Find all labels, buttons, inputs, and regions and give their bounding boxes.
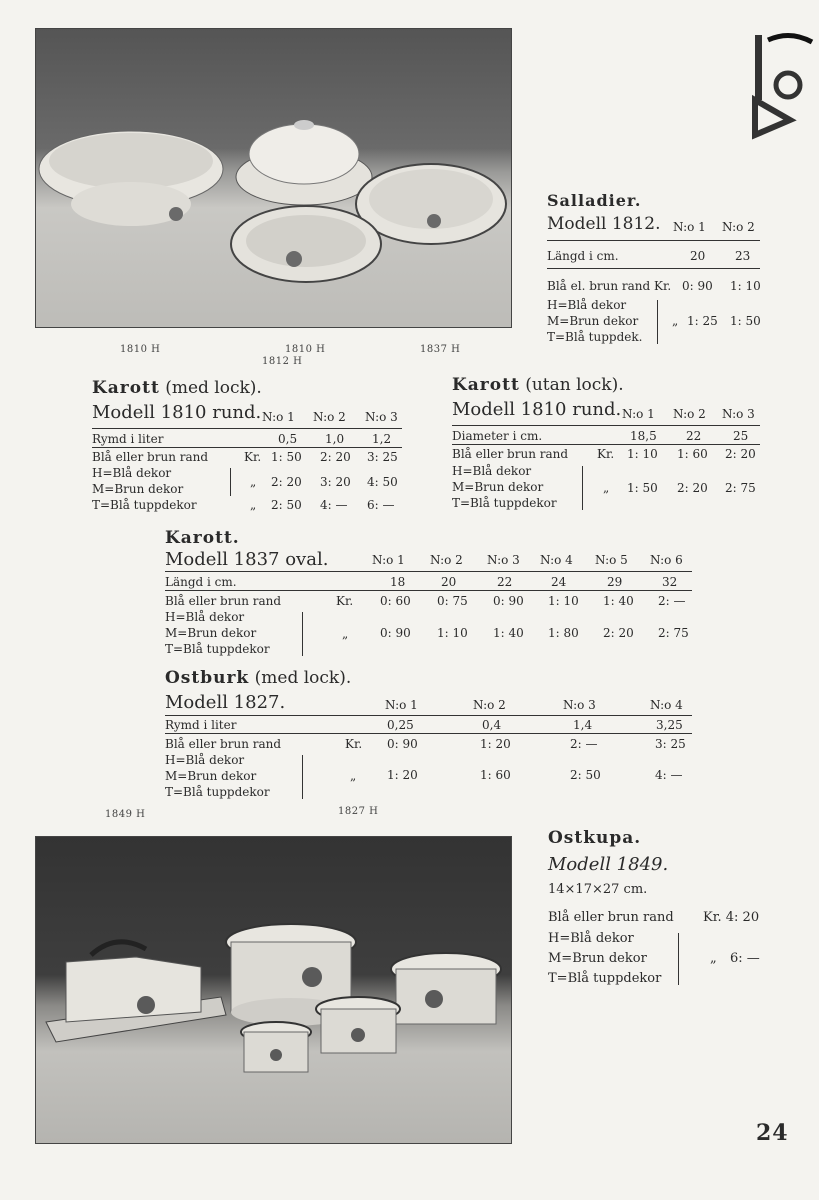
photo-salladier-karott — [35, 28, 512, 328]
salladier-plain-label: Blå el. brun rand Kr. — [547, 279, 672, 293]
karott-utan-title: Karott — [452, 375, 520, 395]
karott-lock-quote: „ — [250, 475, 257, 489]
salladier-col-1: N:o 1 — [673, 220, 706, 234]
karott-lock-rule-2 — [92, 447, 402, 448]
salladier-dekor-2: 1: 50 — [730, 314, 761, 328]
karott-utan-col-3: N:o 3 — [722, 407, 755, 421]
ostburk-dekor-2: 1: 60 — [480, 768, 511, 782]
salladier-dekor-m: M=Brun dekor — [547, 314, 639, 328]
karott-oval-plain-3: 0: 90 — [493, 594, 524, 608]
karott-oval-row-1: 18 — [390, 575, 406, 589]
karott-oval-plain-1: 0: 60 — [380, 594, 411, 608]
karott-utan-rule-2 — [452, 444, 760, 445]
karott-oval-rule-2 — [165, 590, 692, 591]
karott-lock-col-2: N:o 2 — [313, 410, 346, 424]
karott-oval-row-4: 24 — [551, 575, 567, 589]
karott-utan-plain-1: 1: 10 — [627, 447, 658, 461]
salladier-rule — [547, 240, 760, 241]
karott-oval-row-6: 32 — [662, 575, 678, 589]
ostburk-plain-3: 2: — — [570, 737, 598, 751]
karott-lock-rule — [92, 428, 402, 429]
ostburk-row-3: 1,4 — [573, 718, 593, 732]
karott-utan-dekor-m: M=Brun dekor — [452, 480, 544, 494]
karott-lock-dekor-3: 4: 50 — [367, 475, 398, 489]
ostburk-model: Modell 1827. — [165, 692, 286, 713]
karott-lock-plain-1: 1: 50 — [271, 450, 302, 464]
karott-lock-dekor-2: 3: 20 — [320, 475, 351, 489]
karott-lock-model: Modell 1810 rund. — [92, 402, 262, 423]
ostkupa-title: Ostkupa. — [548, 828, 642, 848]
caption-1849h: 1849 H — [105, 809, 146, 820]
ostkupa-dekor-t: T=Blå tuppdekor — [548, 971, 662, 986]
ostburk-dekor-h: H=Blå dekor — [165, 753, 245, 767]
ostburk-dekor-3: 2: 50 — [570, 768, 601, 782]
karott-oval-plain-2: 0: 75 — [437, 594, 468, 608]
ostburk-col-3: N:o 3 — [563, 698, 596, 712]
salladier-length-label: Längd i cm. — [547, 249, 619, 263]
ostkupa-dekor-val: 6: — — [730, 951, 760, 966]
karott-utan-heading — [452, 375, 624, 395]
karott-lock-kr: Kr. — [244, 450, 262, 464]
karott-oval-row-3: 22 — [497, 575, 513, 589]
karott-lock-col-3: N:o 3 — [365, 410, 398, 424]
salladier-rule-2 — [547, 268, 760, 269]
karott-oval-dekor-3: 1: 40 — [493, 626, 524, 640]
karott-oval-col-6: N:o 6 — [650, 553, 683, 567]
karott-lock-dekor-1: 2: 20 — [271, 475, 302, 489]
karott-utan-dekor-3: 2: 75 — [725, 481, 756, 495]
karott-oval-dekor-h: H=Blå dekor — [165, 610, 245, 624]
karott-oval-rule — [165, 571, 692, 572]
karott-oval-row-label: Längd i cm. — [165, 575, 237, 589]
karott-lock-row-label: Rymd i liter — [92, 432, 164, 446]
salladier-plain-2: 1: 10 — [730, 279, 761, 293]
ostkupa-brace — [678, 933, 679, 985]
ostkupa-plain-label: Blå eller brun rand — [548, 910, 674, 925]
karott-oval-col-5: N:o 5 — [595, 553, 628, 567]
ostkupa-dekor-m: M=Brun dekor — [548, 951, 647, 966]
karott-utan-row-3: 25 — [733, 429, 749, 443]
karott-utan-plain-2: 1: 60 — [677, 447, 708, 461]
karott-lock-title: Karott — [92, 378, 160, 398]
karott-oval-plain-6: 2: — — [658, 594, 686, 608]
karott-utan-brace — [582, 466, 583, 510]
karott-lock-brace — [230, 468, 231, 496]
karott-oval-col-2: N:o 2 — [430, 553, 463, 567]
salladier-dekor-1: 1: 25 — [687, 314, 718, 328]
photo-ostkupa-ostburk — [35, 836, 512, 1144]
ostburk-row-label: Rymd i liter — [165, 718, 237, 732]
ostburk-dekor-t: T=Blå tuppdekor — [165, 785, 270, 799]
caption-1812h: 1812 H — [262, 356, 303, 367]
karott-lock-plain-3: 3: 25 — [367, 450, 398, 464]
karott-lock-heading — [92, 378, 262, 398]
ostkupa-model: Modell 1849. — [548, 854, 669, 875]
ostkupa-size: 14×17×27 cm. — [548, 882, 648, 897]
karott-oval-dekor-5: 2: 20 — [603, 626, 634, 640]
ostburk-subtitle: (med lock). — [254, 668, 352, 688]
karott-oval-dekor-1: 0: 90 — [380, 626, 411, 640]
karott-lock-plain-label: Blå eller brun rand — [92, 450, 209, 464]
salladier-col-2: N:o 2 — [722, 220, 755, 234]
karott-utan-model: Modell 1810 rund. — [452, 399, 622, 420]
karott-oval-row-2: 20 — [441, 575, 457, 589]
page-number: 24 — [756, 1120, 789, 1146]
karott-utan-col-2: N:o 2 — [673, 407, 706, 421]
karott-lock-dekor-t: T=Blå tuppdekor — [92, 498, 197, 512]
ostburk-plain-label: Blå eller brun rand — [165, 737, 282, 751]
karott-lock-dekor-h: H=Blå dekor — [92, 466, 172, 480]
ostburk-col-2: N:o 2 — [473, 698, 506, 712]
ostburk-rule-2 — [165, 733, 692, 734]
karott-lock-tupp-1: 2: 50 — [271, 498, 302, 512]
karott-oval-col-3: N:o 3 — [487, 553, 520, 567]
salladier-title: Salladier. — [547, 191, 642, 210]
ostburk-plain-2: 1: 20 — [480, 737, 511, 751]
karott-oval-dekor-2: 1: 10 — [437, 626, 468, 640]
karott-oval-plain-4: 1: 10 — [548, 594, 579, 608]
karott-oval-dekor-m: M=Brun dekor — [165, 626, 257, 640]
karott-utan-plain-3: 2: 20 — [725, 447, 756, 461]
karott-lock-row-1: 0,5 — [278, 432, 298, 446]
ostburk-dekor-4: 4: — — [655, 768, 683, 782]
karott-lock-tupp-3: 6: — — [367, 498, 395, 512]
company-logo-icon — [750, 30, 814, 140]
karott-utan-dekor-2: 2: 20 — [677, 481, 708, 495]
ostkupa-plain-val: Kr. 4: 20 — [703, 910, 760, 925]
karott-lock-tupp-quote: „ — [250, 498, 257, 512]
ostburk-dekor-m: M=Brun dekor — [165, 769, 257, 783]
ostkupa-quote: „ — [710, 951, 717, 966]
ostburk-rule — [165, 715, 692, 716]
karott-lock-subtitle: (med lock). — [165, 378, 262, 398]
karott-oval-row-5: 29 — [607, 575, 623, 589]
ostburk-row-4: 3,25 — [656, 718, 683, 732]
ostburk-kr: Kr. — [345, 737, 363, 751]
ostburk-row-1: 0,25 — [387, 718, 414, 732]
karott-oval-dekor-t: T=Blå tuppdekor — [165, 642, 270, 656]
karott-utan-row-label: Diameter i cm. — [452, 429, 543, 443]
karott-utan-dekor-h: H=Blå dekor — [452, 464, 532, 478]
karott-lock-plain-2: 2: 20 — [320, 450, 351, 464]
karott-utan-dekor-1: 1: 50 — [627, 481, 658, 495]
karott-oval-dekor-4: 1: 80 — [548, 626, 579, 640]
ostburk-plain-1: 0: 90 — [387, 737, 418, 751]
cheese-dishes-illustration — [36, 837, 511, 1143]
salladier-dekor-t: T=Blå tuppdek. — [547, 330, 643, 344]
ostburk-col-1: N:o 1 — [385, 698, 418, 712]
ostburk-brace — [302, 755, 303, 799]
karott-oval-plain-5: 1: 40 — [603, 594, 634, 608]
ostburk-row-2: 0,4 — [482, 718, 502, 732]
ostburk-title: Ostburk — [165, 668, 250, 688]
karott-oval-brace — [302, 612, 303, 656]
salladier-model: Modell 1812. — [547, 214, 661, 234]
karott-utan-kr: Kr. — [597, 447, 615, 461]
karott-utan-plain-label: Blå eller brun rand — [452, 447, 569, 461]
caption-1827h: 1827 H — [338, 806, 379, 817]
karott-oval-col-1: N:o 1 — [372, 553, 405, 567]
karott-utan-subtitle: (utan lock). — [525, 375, 624, 395]
karott-lock-row-2: 1,0 — [325, 432, 345, 446]
karott-oval-plain-label: Blå eller brun rand — [165, 594, 282, 608]
ostburk-quote: „ — [350, 769, 357, 783]
bowls-illustration — [36, 29, 511, 327]
karott-oval-dekor-6: 2: 75 — [658, 626, 689, 640]
karott-utan-col-1: N:o 1 — [622, 407, 655, 421]
karott-utan-quote: „ — [603, 481, 610, 495]
caption-1837h: 1837 H — [420, 344, 461, 355]
karott-lock-col-1: N:o 1 — [262, 410, 295, 424]
karott-utan-dekor-t: T=Blå tuppdekor — [452, 496, 557, 510]
caption-1810h: 1810 H — [120, 344, 161, 355]
karott-utan-rule — [452, 425, 760, 426]
karott-oval-kr: Kr. — [336, 594, 354, 608]
salladier-dekor-h: H=Blå dekor — [547, 298, 627, 312]
karott-oval-title: Karott. — [165, 528, 240, 548]
caption-1810h-2: 1810 H — [285, 344, 326, 355]
salladier-brace — [657, 300, 658, 344]
salladier-dekor-quote: „ — [672, 314, 679, 328]
ostburk-col-4: N:o 4 — [650, 698, 683, 712]
salladier-length-1: 20 — [690, 249, 706, 263]
karott-lock-dekor-m: M=Brun dekor — [92, 482, 184, 496]
karott-oval-model: Modell 1837 oval. — [165, 549, 329, 570]
karott-oval-col-4: N:o 4 — [540, 553, 573, 567]
karott-oval-quote: „ — [342, 627, 349, 641]
ostburk-dekor-1: 1: 20 — [387, 768, 418, 782]
ostburk-heading — [165, 668, 351, 688]
karott-lock-row-3: 1,2 — [372, 432, 392, 446]
karott-utan-row-2: 22 — [686, 429, 702, 443]
salladier-plain-1: 0: 90 — [682, 279, 713, 293]
ostkupa-dekor-h: H=Blå dekor — [548, 931, 634, 946]
karott-lock-tupp-2: 4: — — [320, 498, 348, 512]
ostburk-plain-4: 3: 25 — [655, 737, 686, 751]
salladier-length-2: 23 — [735, 249, 751, 263]
karott-utan-row-1: 18,5 — [630, 429, 657, 443]
